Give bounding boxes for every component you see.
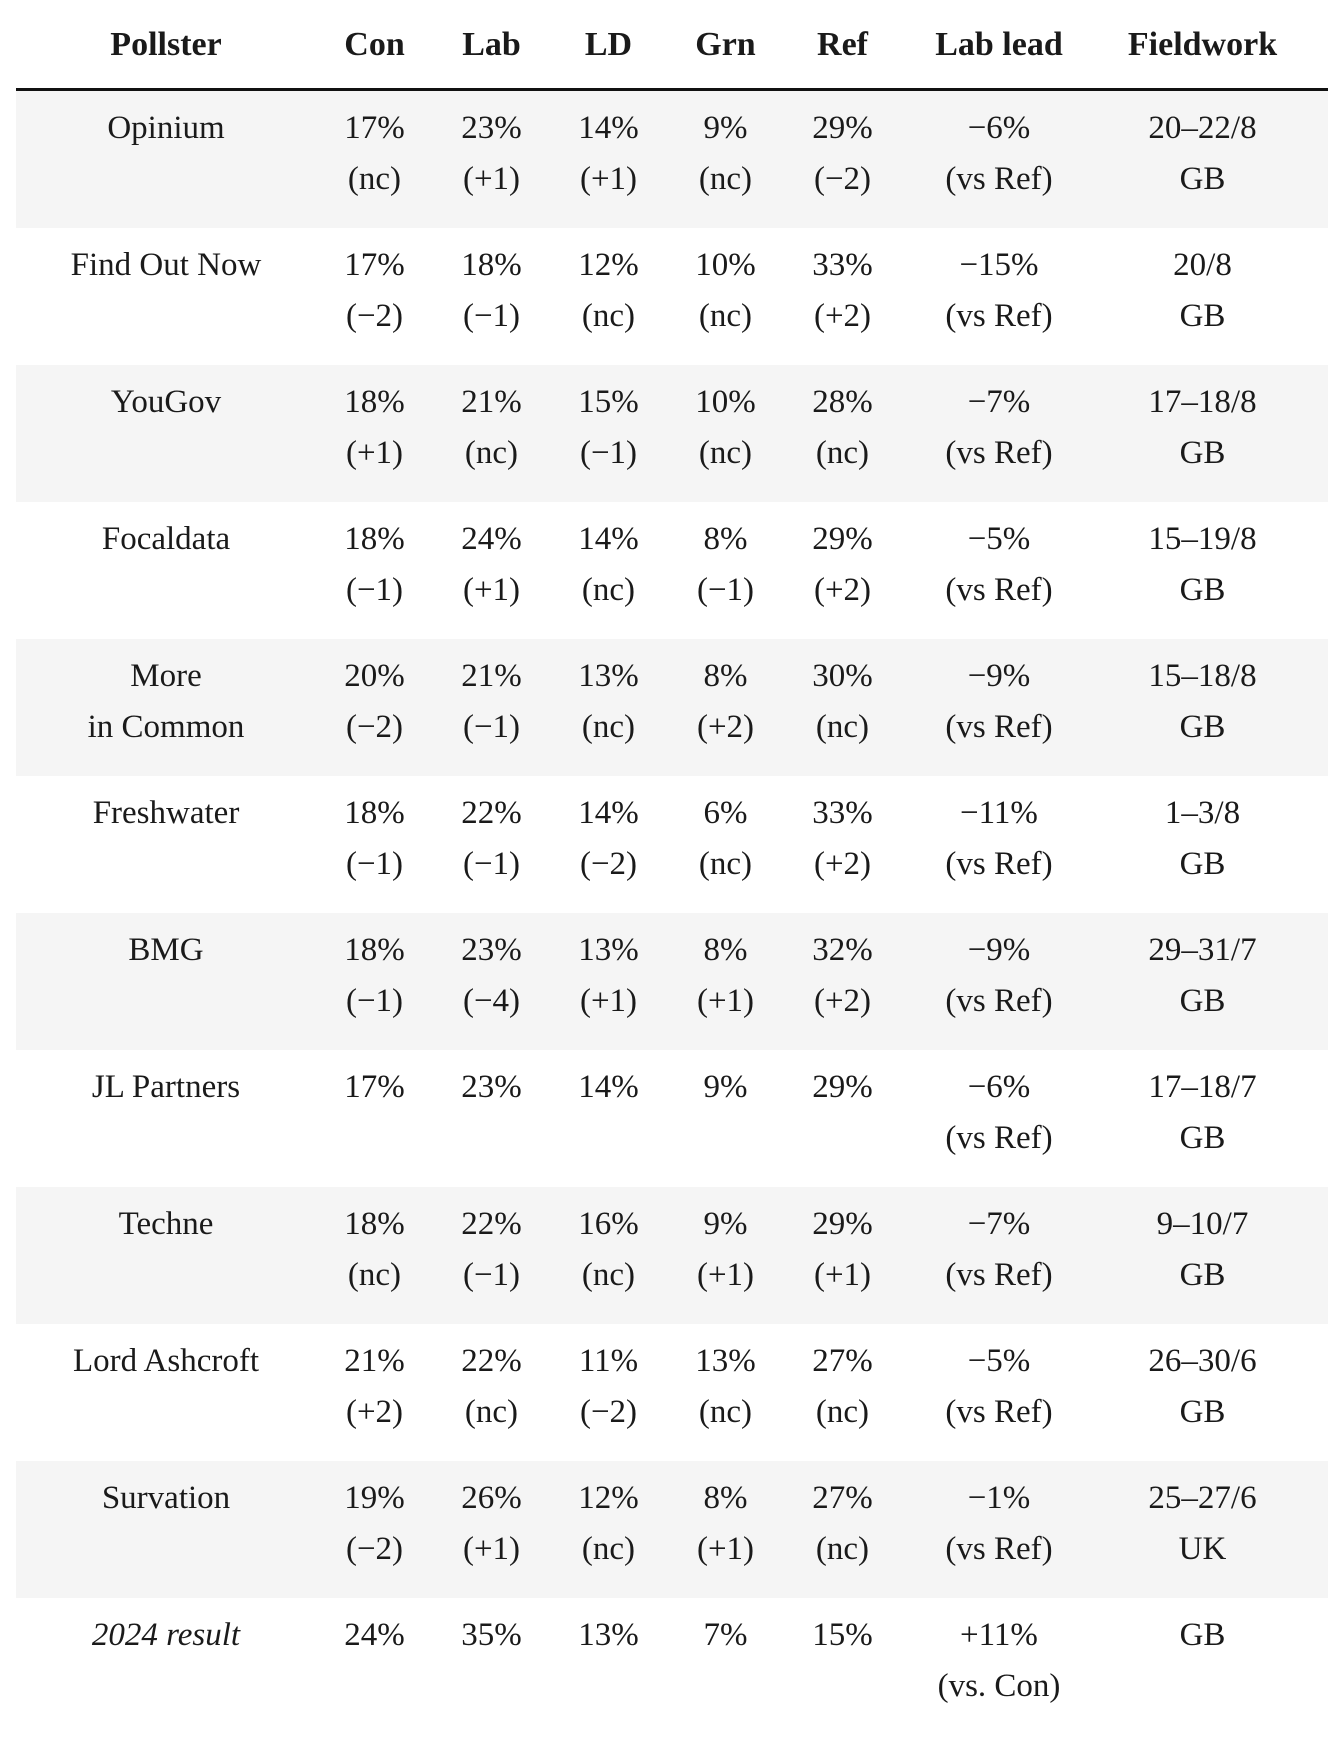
cell-con-line: (−2): [345, 298, 404, 334]
cell-pollster: [16, 639, 316, 776]
table-row: [16, 776, 1328, 913]
cell-con-line: (−2): [345, 1531, 404, 1567]
cell-grn-line: 9%: [703, 1206, 748, 1242]
cell-ref-line: (−2): [813, 161, 872, 197]
cell-lab-line: (−1): [462, 846, 521, 882]
cell-lab-line: 35%: [461, 1617, 522, 1653]
cell-lead-line: −6%: [967, 1069, 1031, 1105]
table-row: [16, 1050, 1328, 1187]
cell-lab: [433, 502, 550, 639]
cell-lead-line: −11%: [960, 795, 1038, 831]
cell-lab: [433, 1187, 550, 1324]
cell-con: [316, 91, 433, 228]
cell-grn-line: 10%: [695, 247, 756, 283]
cell-lab: [433, 228, 550, 365]
cell-grn-line: 8%: [703, 932, 748, 968]
cell-field: [1097, 91, 1308, 228]
cell-ref-line: 29%: [812, 1069, 873, 1105]
cell-con-line: 20%: [344, 658, 405, 694]
cell-lab-line: (nc): [464, 435, 519, 471]
cell-ld-line: 14%: [578, 521, 639, 557]
table-row: [16, 1461, 1328, 1598]
cell-lab: [433, 365, 550, 502]
cell-pollster: [16, 913, 316, 1050]
cell-lead-line: −9%: [967, 658, 1031, 694]
cell-con-line: (−2): [345, 709, 404, 745]
cell-field-line: GB: [1179, 1257, 1226, 1293]
cell-pollster-line: Focaldata: [101, 521, 231, 557]
cell-pollster-line: Find Out Now: [70, 247, 262, 283]
cell-lead: [901, 365, 1097, 502]
cell-field: [1097, 502, 1308, 639]
cell-lead-line: (vs Ref): [945, 572, 1053, 608]
cell-ref: [784, 913, 901, 1050]
cell-lead-line: (vs Ref): [945, 983, 1053, 1019]
cell-lab: [433, 776, 550, 913]
cell-grn-line: (+1): [696, 1257, 755, 1293]
cell-ld-line: 11%: [578, 1343, 639, 1379]
cell-lab: [433, 1461, 550, 1598]
cell-lab: [433, 913, 550, 1050]
cell-con-line: (nc): [347, 161, 402, 197]
cell-con-line: (−1): [345, 983, 404, 1019]
cell-con: [316, 228, 433, 365]
cell-ref-line: (+2): [813, 298, 872, 334]
cell-ld-line: 12%: [578, 247, 639, 283]
cell-lab-line: 18%: [461, 247, 522, 283]
table-row: [16, 1598, 1328, 1748]
cell-ld-line: (nc): [581, 709, 636, 745]
table-row: [16, 365, 1328, 502]
cell-pollster: [16, 1050, 316, 1187]
cell-grn: [667, 228, 784, 365]
cell-lead: [901, 1461, 1097, 1598]
cell-pollster: [16, 91, 316, 228]
cell-con: [316, 365, 433, 502]
cell-field: [1097, 1187, 1308, 1324]
cell-lead: [901, 1187, 1097, 1324]
cell-ld: [550, 228, 667, 365]
cell-grn-line: 8%: [703, 1480, 748, 1516]
cell-field: [1097, 1461, 1308, 1598]
cell-pollster: [16, 1461, 316, 1598]
cell-ld-line: (+1): [579, 161, 638, 197]
cell-lab-line: 23%: [461, 932, 522, 968]
cell-ref-line: 27%: [812, 1343, 873, 1379]
cell-ref-line: (+2): [813, 846, 872, 882]
cell-grn: [667, 91, 784, 228]
cell-ref-line: 28%: [812, 384, 873, 420]
cell-con-line: (nc): [347, 1257, 402, 1293]
cell-lead: [901, 228, 1097, 365]
cell-lab-line: (−4): [462, 983, 521, 1019]
cell-lab-line: 23%: [461, 110, 522, 146]
cell-ref: [784, 1187, 901, 1324]
cell-ref: [784, 776, 901, 913]
table-row: [16, 639, 1328, 776]
cell-field-line: 29–31/7: [1148, 932, 1257, 968]
cell-lab: [433, 91, 550, 228]
cell-lead: [901, 502, 1097, 639]
cell-grn-line: 9%: [703, 110, 748, 146]
cell-con-line: 21%: [344, 1343, 405, 1379]
cell-lab-line: (+1): [462, 572, 521, 608]
cell-ref: [784, 365, 901, 502]
cell-ref-line: (+2): [813, 983, 872, 1019]
table-row: [16, 1187, 1328, 1324]
cell-lead: [901, 639, 1097, 776]
cell-ld-line: (−2): [579, 1394, 638, 1430]
cell-ref: [784, 502, 901, 639]
cell-ref: [784, 228, 901, 365]
cell-field-line: 26–30/6: [1148, 1343, 1257, 1379]
cell-con: [316, 639, 433, 776]
table-row: [16, 228, 1328, 365]
header-lab-lead: Lab lead: [935, 25, 1063, 63]
cell-lab-line: 23%: [461, 1069, 522, 1105]
cell-con: [316, 1050, 433, 1187]
header-con: Con: [344, 25, 405, 63]
cell-field-line: 25–27/6: [1148, 1480, 1257, 1516]
cell-pollster-line: in Common: [87, 709, 245, 745]
cell-ld: [550, 1461, 667, 1598]
cell-pollster-line: Techne: [118, 1206, 214, 1242]
cell-grn-line: 8%: [703, 658, 748, 694]
cell-lead-line: (vs Ref): [945, 1531, 1053, 1567]
cell-ld-line: (nc): [581, 1257, 636, 1293]
cell-grn: [667, 1187, 784, 1324]
cell-ld: [550, 91, 667, 228]
cell-pollster-line: 2024 result: [91, 1617, 241, 1653]
cell-field-line: 15–18/8: [1148, 658, 1257, 694]
cell-grn-line: (nc): [698, 846, 753, 882]
cell-field-line: 1–3/8: [1164, 795, 1241, 831]
cell-lab: [433, 1050, 550, 1187]
cell-con-line: 19%: [344, 1480, 405, 1516]
cell-pollster: [16, 1598, 316, 1748]
cell-grn-line: (nc): [698, 298, 753, 334]
cell-lead-line: −5%: [967, 1343, 1031, 1379]
cell-ld-line: 13%: [578, 658, 639, 694]
cell-ref-line: 15%: [812, 1617, 873, 1653]
cell-ref-line: 32%: [812, 932, 873, 968]
cell-lead: [901, 913, 1097, 1050]
cell-grn-line: 7%: [703, 1617, 748, 1653]
cell-grn-line: (nc): [698, 435, 753, 471]
cell-con-line: 24%: [344, 1617, 405, 1653]
cell-ld-line: 14%: [578, 1069, 639, 1105]
cell-ref: [784, 91, 901, 228]
cell-ref-line: (nc): [815, 1531, 870, 1567]
cell-pollster-line: Lord Ashcroft: [72, 1343, 260, 1379]
cell-lead: [901, 776, 1097, 913]
cell-con: [316, 913, 433, 1050]
cell-ref-line: (nc): [815, 435, 870, 471]
cell-grn-line: 13%: [695, 1343, 756, 1379]
cell-grn-line: (−1): [696, 572, 755, 608]
cell-field-line: UK: [1178, 1531, 1227, 1567]
cell-ref-line: (nc): [815, 1394, 870, 1430]
table-row: [16, 502, 1328, 639]
cell-field-line: GB: [1179, 1394, 1226, 1430]
cell-lead-line: −7%: [967, 1206, 1031, 1242]
cell-field: [1097, 639, 1308, 776]
cell-pollster-line: YouGov: [110, 384, 222, 420]
cell-lead-line: −5%: [967, 521, 1031, 557]
cell-field-line: 20–22/8: [1148, 110, 1257, 146]
cell-lab-line: (nc): [464, 1394, 519, 1430]
cell-ld-line: (+1): [579, 983, 638, 1019]
cell-pollster-line: More: [130, 658, 202, 694]
cell-field-line: GB: [1179, 1617, 1226, 1653]
cell-ld: [550, 1324, 667, 1461]
cell-lead-line: (vs Ref): [945, 161, 1053, 197]
header-pollster: Pollster: [110, 25, 222, 63]
cell-field: [1097, 913, 1308, 1050]
cell-pollster: [16, 365, 316, 502]
header-ref: Ref: [817, 25, 868, 63]
cell-lab-line: (+1): [462, 161, 521, 197]
cell-lead-line: −6%: [967, 110, 1031, 146]
cell-ld-line: 13%: [578, 1617, 639, 1653]
cell-lead-line: (vs Ref): [945, 1120, 1053, 1156]
cell-field: [1097, 1050, 1308, 1187]
cell-pollster: [16, 228, 316, 365]
cell-ld: [550, 502, 667, 639]
cell-con-line: 18%: [344, 932, 405, 968]
cell-ref-line: 33%: [812, 795, 873, 831]
cell-pollster-line: BMG: [128, 932, 204, 968]
cell-field-line: GB: [1179, 161, 1226, 197]
cell-ld-line: 16%: [578, 1206, 639, 1242]
cell-lead-line: (vs Ref): [945, 846, 1053, 882]
cell-field-line: GB: [1179, 298, 1226, 334]
cell-ld: [550, 913, 667, 1050]
cell-field: [1097, 365, 1308, 502]
cell-con-line: 17%: [344, 1069, 405, 1105]
cell-lab-line: 22%: [461, 1343, 522, 1379]
cell-lab-line: (−1): [462, 709, 521, 745]
cell-con: [316, 776, 433, 913]
cell-con-line: 18%: [344, 384, 405, 420]
cell-field: [1097, 1324, 1308, 1461]
cell-lead-line: −1%: [967, 1480, 1031, 1516]
cell-con-line: 18%: [344, 521, 405, 557]
cell-lab-line: 26%: [461, 1480, 522, 1516]
cell-ref: [784, 1461, 901, 1598]
cell-ref-line: 29%: [812, 1206, 873, 1242]
cell-ld-line: 15%: [578, 384, 639, 420]
cell-lead: [901, 1598, 1097, 1748]
cell-ref-line: 27%: [812, 1480, 873, 1516]
cell-field: [1097, 776, 1308, 913]
cell-con: [316, 1324, 433, 1461]
cell-pollster-line: JL Partners: [91, 1069, 241, 1105]
cell-grn-line: (+1): [696, 1531, 755, 1567]
cell-ld: [550, 639, 667, 776]
cell-ref-line: (+1): [813, 1257, 872, 1293]
cell-field: [1097, 228, 1308, 365]
cell-field: [1097, 1598, 1308, 1748]
cell-grn-line: (+2): [696, 709, 755, 745]
header-grn: Grn: [695, 25, 756, 63]
cell-lead-line: −9%: [967, 932, 1031, 968]
cell-grn: [667, 502, 784, 639]
cell-lab-line: 22%: [461, 1206, 522, 1242]
cell-ld-line: 12%: [578, 1480, 639, 1516]
header-lab: Lab: [462, 25, 521, 63]
cell-con: [316, 502, 433, 639]
cell-con-line: 18%: [344, 1206, 405, 1242]
cell-con: [316, 1187, 433, 1324]
cell-lab: [433, 1324, 550, 1461]
cell-lead-line: (vs. Con): [937, 1668, 1061, 1704]
cell-grn: [667, 1461, 784, 1598]
cell-ref: [784, 639, 901, 776]
cell-lab: [433, 639, 550, 776]
cell-ref-line: 29%: [812, 110, 873, 146]
cell-ref-line: 30%: [812, 658, 873, 694]
cell-pollster-line: Opinium: [107, 110, 225, 146]
cell-field-line: 9–10/7: [1156, 1206, 1249, 1242]
cell-ref-line: 29%: [812, 521, 873, 557]
cell-lead-line: (vs Ref): [945, 435, 1053, 471]
cell-grn-line: 10%: [695, 384, 756, 420]
cell-grn: [667, 913, 784, 1050]
cell-con: [316, 1461, 433, 1598]
cell-pollster: [16, 1324, 316, 1461]
cell-ld-line: 14%: [578, 110, 639, 146]
cell-ld-line: (nc): [581, 298, 636, 334]
cell-ld: [550, 776, 667, 913]
cell-con-line: 18%: [344, 795, 405, 831]
cell-ld: [550, 1050, 667, 1187]
cell-lab-line: (−1): [462, 298, 521, 334]
cell-con-line: 17%: [344, 247, 405, 283]
cell-lead-line: (vs Ref): [945, 298, 1053, 334]
cell-grn-line: (nc): [698, 1394, 753, 1430]
cell-pollster: [16, 776, 316, 913]
cell-ld-line: 13%: [578, 932, 639, 968]
cell-ref: [784, 1598, 901, 1748]
cell-lab: [433, 1598, 550, 1748]
cell-lead-line: −15%: [959, 247, 1039, 283]
cell-field-line: GB: [1179, 709, 1226, 745]
cell-field-line: GB: [1179, 435, 1226, 471]
cell-field-line: GB: [1179, 572, 1226, 608]
cell-grn-line: 8%: [703, 521, 748, 557]
cell-pollster-line: Freshwater: [92, 795, 240, 831]
cell-con-line: (−1): [345, 572, 404, 608]
cell-ld-line: (nc): [581, 572, 636, 608]
cell-grn: [667, 365, 784, 502]
cell-lab-line: 21%: [461, 384, 522, 420]
table-header: [16, 0, 1328, 91]
cell-grn-line: 9%: [703, 1069, 748, 1105]
cell-grn: [667, 639, 784, 776]
cell-lab-line: (−1): [462, 1257, 521, 1293]
header-ld: LD: [584, 25, 633, 63]
cell-ld: [550, 1598, 667, 1748]
cell-lab-line: 21%: [461, 658, 522, 694]
header-fieldwork: Fieldwork: [1127, 25, 1278, 63]
cell-ld-line: (−1): [579, 435, 638, 471]
cell-lead-line: −7%: [967, 384, 1031, 420]
table-body: [16, 91, 1328, 1748]
cell-ld: [550, 1187, 667, 1324]
cell-ld-line: (−2): [579, 846, 638, 882]
cell-con-line: (+2): [345, 1394, 404, 1430]
cell-lead: [901, 91, 1097, 228]
cell-ref-line: 33%: [812, 247, 873, 283]
cell-lead-line: (vs Ref): [945, 1257, 1053, 1293]
cell-grn: [667, 1598, 784, 1748]
cell-ref: [784, 1324, 901, 1461]
cell-grn: [667, 776, 784, 913]
cell-lab-line: 24%: [461, 521, 522, 557]
cell-ref-line: (nc): [815, 709, 870, 745]
cell-ld: [550, 365, 667, 502]
cell-lead: [901, 1050, 1097, 1187]
cell-field-line: GB: [1179, 846, 1226, 882]
cell-field-line: 17–18/7: [1148, 1069, 1257, 1105]
cell-lab-line: (+1): [462, 1531, 521, 1567]
cell-grn: [667, 1050, 784, 1187]
cell-con: [316, 1598, 433, 1748]
cell-grn-line: (+1): [696, 983, 755, 1019]
cell-grn-line: 6%: [703, 795, 748, 831]
cell-lead-line: +11%: [960, 1617, 1038, 1653]
cell-field-line: 17–18/8: [1148, 384, 1257, 420]
cell-ld-line: 14%: [578, 795, 639, 831]
cell-lab-line: 22%: [461, 795, 522, 831]
table-row: [16, 913, 1328, 1050]
cell-ld-line: (nc): [581, 1531, 636, 1567]
table-row: [16, 91, 1328, 228]
table-row: [16, 1324, 1328, 1461]
cell-con-line: (+1): [345, 435, 404, 471]
poll-table: [16, 0, 1328, 1748]
cell-con-line: 17%: [344, 110, 405, 146]
cell-lead-line: (vs Ref): [945, 709, 1053, 745]
cell-pollster: [16, 1187, 316, 1324]
cell-ref-line: (+2): [813, 572, 872, 608]
cell-lead-line: (vs Ref): [945, 1394, 1053, 1430]
cell-pollster: [16, 502, 316, 639]
cell-lead: [901, 1324, 1097, 1461]
cell-field-line: 20/8: [1173, 247, 1232, 283]
cell-con-line: (−1): [345, 846, 404, 882]
cell-field-line: GB: [1179, 1120, 1226, 1156]
cell-field-line: 15–19/8: [1148, 521, 1257, 557]
cell-pollster-line: Survation: [101, 1480, 231, 1516]
cell-grn: [667, 1324, 784, 1461]
cell-grn-line: (nc): [698, 161, 753, 197]
cell-ref: [784, 1050, 901, 1187]
cell-field-line: GB: [1179, 983, 1226, 1019]
